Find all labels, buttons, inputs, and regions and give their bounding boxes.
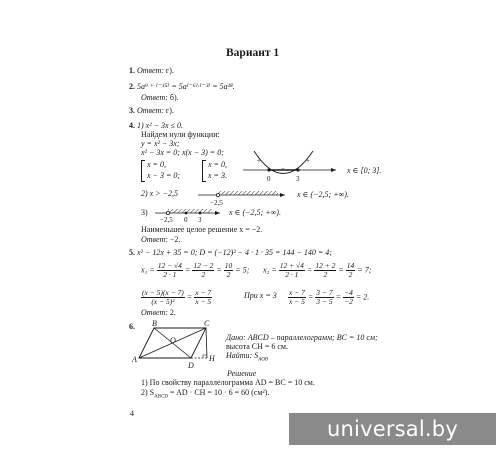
parabola-tick-0: 0 [267, 175, 271, 183]
problem-number: 6. [129, 322, 135, 331]
system-1-b: x − 3 = 0; [147, 171, 181, 180]
height-line: высота CH = 6 см. [226, 342, 288, 351]
answer-interval-1: x ∈ [0; 3]. [347, 166, 382, 175]
solution-step-2: 2) $S_{ABCD}$ = AD · CH = 10 · 6 = 60 (см²). [141, 388, 270, 400]
page-title: Вариант 1 [226, 47, 280, 59]
number-line-2-label: −2,5 [210, 199, 223, 207]
problem-5-line-1: 5. x² − 12x + 35 = 0; D = (−12)² − 4 · 1 · 35 = 144 − 140 = 4; [129, 248, 332, 257]
point-h: H [209, 354, 215, 363]
problem-number: 1. [129, 66, 135, 75]
expression-simplify: $\frac{(x - 5)(x - 7)}{\text{(x − 5)²}}$ = $\frac{x - 7}{x - 5}$ [142, 288, 212, 306]
expression-evaluate: $\frac{x - 7}{x - 5}$ = $\frac{3 - 7}{3 - 5}$ = $\frac{-4}{-2}$ = 2. [289, 288, 370, 306]
problem-number: 3. [129, 106, 135, 115]
watermark-badge: universal.by [289, 413, 496, 445]
problem-4-line-7: Наименьшее целое решение x = −2. [141, 225, 263, 234]
problem-4-line-5: 2) x > −2,5 [141, 189, 179, 198]
solution-heading: Решение [227, 369, 257, 378]
parabola-tick-3: 3 [296, 175, 300, 183]
substitution-label: При x = 3 [244, 291, 277, 300]
fraction: $\frac{12 - √4}{2 \cdot 1}$ [157, 261, 182, 279]
problem-4-line-1: 4. 1) x² − 3x ≤ 0. [129, 121, 183, 130]
given-line: Дано: ABCD – параллелограмм; BC = 10 см; [226, 333, 378, 342]
fraction: $\frac{10}{2}$ [224, 261, 233, 279]
fraction: $\frac{12 - 2}{2}$ [193, 261, 214, 279]
answer-label: Ответ: [141, 308, 168, 317]
fraction: $\frac{x - 7}{x - 5}$ [289, 288, 305, 306]
fraction: $\frac{12 + √4}{2 \cdot 1}$ [279, 261, 304, 279]
root-x2: x₂ = $\frac{12 + √4}{2 \cdot 1}$ = $\frac{12 + 2}{2}$ = $\frac{14}{2}$ = 7; [263, 261, 372, 279]
fraction: $\frac{x - 7}{x - 5}$ [195, 288, 212, 306]
answer-label: Ответ: [141, 93, 168, 102]
problem-4-line-2: Найдем нули функции: [141, 130, 220, 139]
number-line-3-label: −2,5 [160, 216, 173, 224]
answer-value: 2. [169, 308, 176, 317]
problem-number: 4. [129, 121, 135, 130]
expression: 5a⁹ ⁺ ⁽⁻¹⁵⁾ = 5a⁽⁻⁶⁾·⁽⁻³⁾ = 5a¹⁸. [137, 82, 235, 91]
solution-step-1: 1) По свойству параллелограмма AD = BC = 10 см. [141, 378, 315, 387]
parabola-sign-plus: + [257, 157, 261, 165]
answer-interval-3: x ∈ (−2,5; +∞). [229, 208, 281, 217]
number-line-3-label: 3 [198, 216, 202, 224]
fraction: $\frac{(x - 5)(x - 7)}{\text{(x − 5)²}}$ [142, 288, 184, 306]
answer-label: Ответ: [137, 66, 164, 75]
answer-interval-2: x ∈ (−2,5; +∞). [297, 190, 349, 199]
parabola-sign-minus: − [281, 165, 285, 173]
find-line: Найти: $S_{AOB}$ [226, 351, 268, 363]
root-x1: x₁ = $\frac{12 - √4}{2 \cdot 1}$ = $\frac{12 - 2}{2}$ = $\frac{10}{2}$ = 5; [141, 261, 250, 279]
fraction: $\frac{-4}{-2}$ [344, 288, 353, 306]
answer-label: Ответ: [141, 235, 168, 244]
answer-value: г). [165, 106, 174, 115]
answer-value: б). [169, 93, 179, 102]
vertex-c: C [204, 319, 210, 328]
number-line-3-label: 0 [184, 216, 188, 224]
answer-label: Ответ: [137, 106, 164, 115]
answer-value: г). [165, 66, 174, 75]
vertex-b: B [152, 319, 157, 328]
problem-number: 2. [129, 82, 135, 91]
vertex-d: D [188, 361, 194, 370]
problem-4-line-4: x² − 3x = 0; x(x − 3) = 0; [141, 148, 224, 157]
fraction: $\frac{14}{2}$ [346, 261, 355, 279]
system-1-a: x = 0, [147, 160, 166, 169]
vertex-a: A [132, 355, 137, 364]
problem-4-line-3: y = x² − 3x; [141, 139, 180, 148]
answer-value: −2. [169, 235, 181, 244]
problem-number: 5. [129, 248, 135, 257]
fraction: $\frac{12 + 2}{2}$ [315, 261, 336, 279]
fraction: $\frac{3 - 7}{3 - 5}$ [316, 288, 333, 306]
problem-4-line-6: 3) [141, 208, 148, 217]
parabola-sign-plus: + [306, 157, 310, 165]
page-number: 4 [130, 409, 134, 418]
system-2-a: x = 0, [208, 160, 227, 169]
system-2-b: x = 3. [208, 171, 227, 180]
point-o: O [170, 336, 176, 345]
